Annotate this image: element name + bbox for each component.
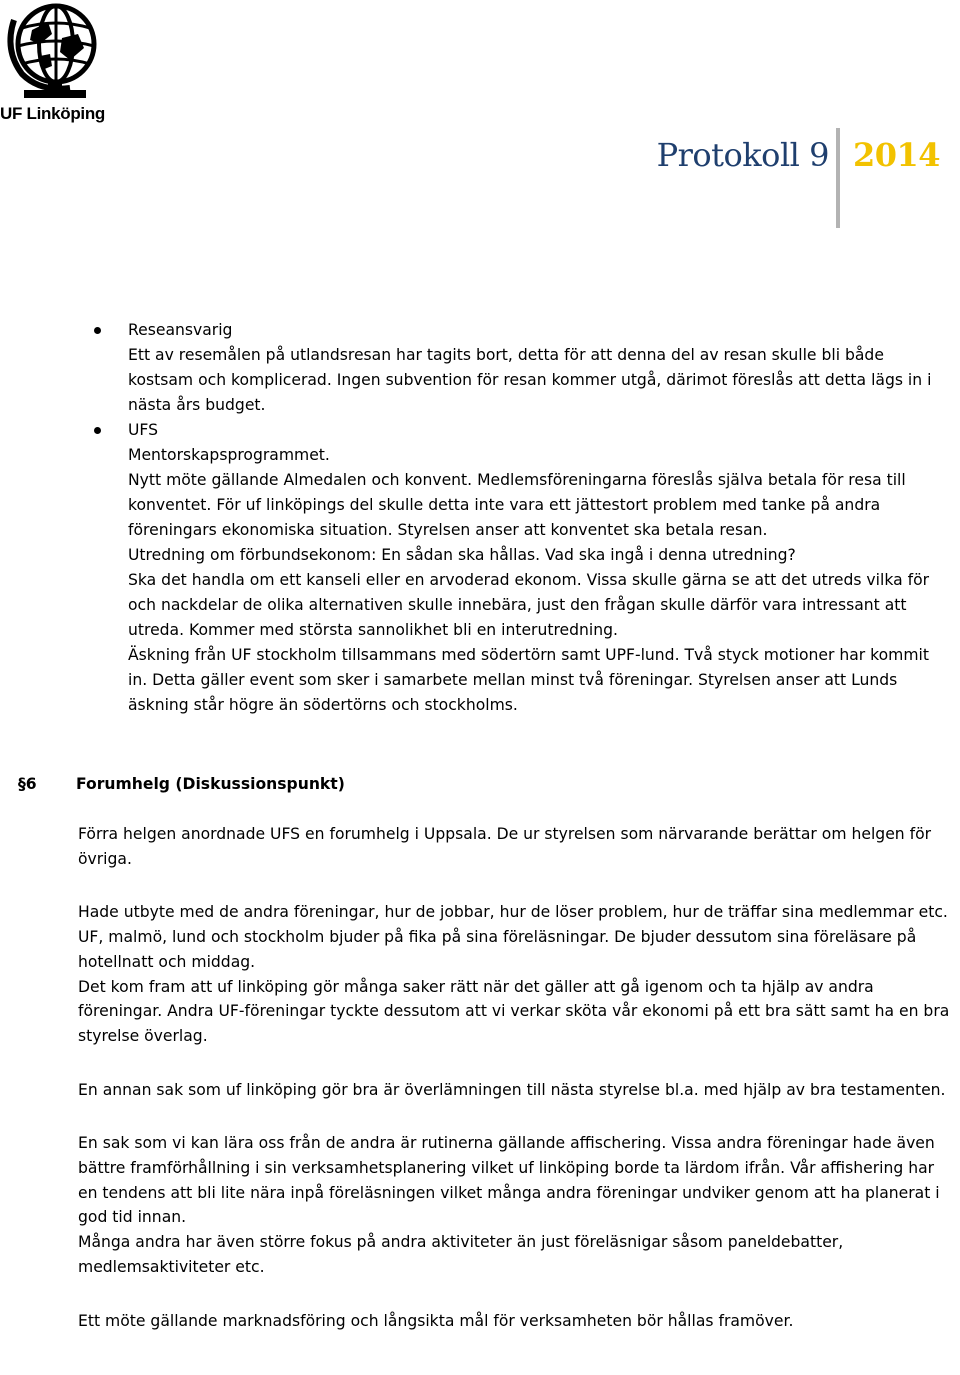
section-symbol: § — [18, 775, 26, 793]
bullet-title: Reseansvarig — [128, 321, 233, 339]
paragraph: Ett möte gällande marknadsföring och långsikta mål för verksamheten bör hållas framöver. — [78, 1311, 794, 1330]
paragraph: En sak som vi kan lära oss från de andra är rutinerna gällande affischering. Vissa andra föreningar hade även bättre framförhållning i sin verksamhetsplanering vilket uf linköping borde ta lärdom ifrån. Vår affishering har en tendens att bli lite nära inpå föreläsningen vilket många andra föreningar undviker genom att ha planerat i god tid innan. — [78, 1134, 940, 1227]
section-body — [78, 822, 950, 1333]
header-divider — [836, 128, 840, 228]
paragraph: Många andra har även större fokus på andra aktiviteter än just föreläsnigar såsom paneldebatter, medlemsaktiviteter etc. — [78, 1233, 844, 1276]
section-number: 6 — [25, 775, 37, 793]
section-title: Forumhelg (Diskussionspunkt) — [76, 775, 345, 793]
bullet-item — [128, 418, 948, 718]
document-header — [657, 136, 940, 174]
paragraph: Hade utbyte med de andra föreningar, hur de jobbar, hur de löser problem, hur de träffar sina medlemmar etc. — [78, 903, 948, 922]
bullet-title: UFS — [128, 421, 159, 439]
bullet-list — [128, 318, 948, 718]
document-title: Protokoll 9 — [656, 136, 829, 174]
paragraph: Förra helgen anordnade UFS en forumhelg i Uppsala. De ur styrelsen som närvarande berättar om helgen för övriga. — [78, 825, 932, 868]
bullet-item — [128, 318, 948, 418]
logo-text: UF Linköping — [0, 104, 105, 123]
paragraph: UF, malmö, lund och stockholm bjuder på fika på sina föreläsningar. De bjuder dessutom sina föreläsare på hotellnatt och middag. — [78, 928, 917, 971]
paragraph: Det kom fram att uf linköping gör många saker rätt när det gäller att gå igenom och ta hjälp av andra föreningar. Andra UF-föreningar tyckte dessutom att vi verkar sköta vår ekonomi på ett bra sätt samt ha en bra styrelse överlag. — [78, 977, 950, 1045]
bullet-line: Ett av resemålen på utlandsresan har tagits bort, detta för att denna del av resan skulle bli både kostsam och komplicerad. Ingen subvention för resan kommer utgå, därimot föreslås att detta lägs in i nästa års budget. — [128, 346, 932, 414]
bullet-line: Ska det handla om ett kanseli eller en arvoderad ekonom. Vissa skulle gärna se att det utreds vilka för och nackdelar de olika alternativen skulle innebära, just den frågan skulle därför vara intressant att utreda. Kommer med största sannolikhet bli en interutredning. — [128, 571, 930, 639]
bullet-icon — [94, 427, 101, 434]
paragraph: En annan sak som uf linköping gör bra är överlämningen till nästa styrelse bl.a. med hjälp av bra testamenten. — [78, 1080, 946, 1099]
bullet-line: Äskning från UF stockholm tillsammans med södertörn samt UPF-lund. Två styck motioner har kommit in. Detta gäller event som sker i samarbete mellan minst två föreningar. Styrelsen anser att Lunds äskning står högre än södertörns och stockholms. — [128, 646, 929, 714]
document-year: 2014 — [852, 136, 940, 174]
bullet-line: Utredning om förbundsekonom: En sådan ska hållas. Vad ska ingå i denna utredning? — [128, 546, 796, 564]
uf-linkoping-logo — [0, 0, 125, 130]
bullet-icon — [94, 327, 101, 334]
bullet-line: Nytt möte gällande Almedalen och konvent. Medlemsföreningarna föreslås själva betala för resa till konventet. För uf linköpings del skulle detta inte vara ett jättestort problem med tanke på andra föreningars ekonomiska situation. Styrelsen anser att konventet ska betala resan. — [128, 471, 906, 539]
bullet-line: Mentorskapsprogrammet. — [128, 446, 330, 464]
globe-logo-icon — [0, 0, 125, 106]
section-heading — [18, 772, 918, 797]
